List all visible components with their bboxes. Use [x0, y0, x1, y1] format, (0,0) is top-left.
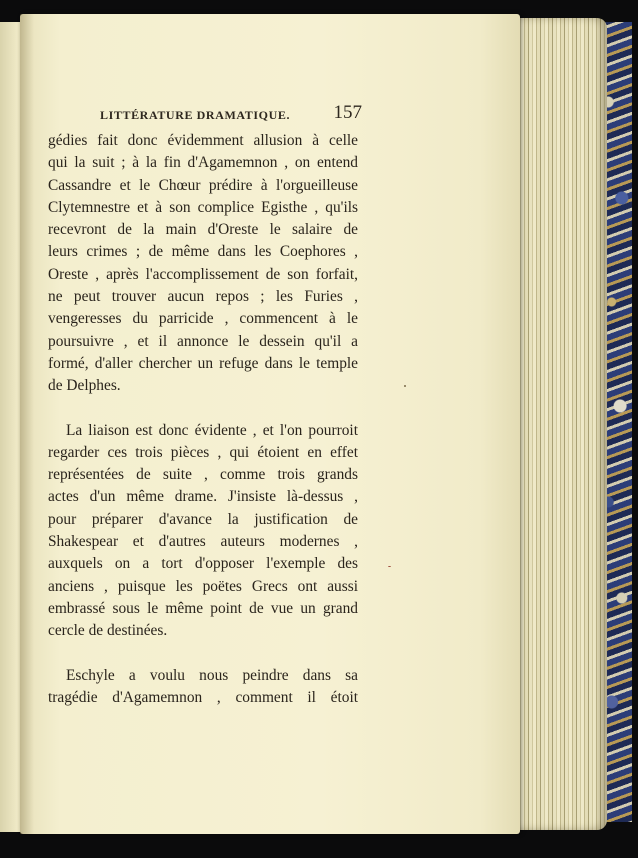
page-number: 157 — [333, 102, 362, 123]
text-line: cercle de destinées. — [48, 622, 168, 640]
page-block-edges — [505, 18, 607, 830]
text-line: de Delphes. — [48, 377, 121, 395]
page-text — [48, 100, 362, 709]
text-line: regarder ces trois pièces , qui étoient en effet — [48, 443, 358, 461]
text-line: Oreste , après l'accomplissement de son forfait, — [48, 265, 358, 283]
text-line: poursuivre , et il annonce le dessein qu'il a — [48, 332, 358, 350]
text-line: pour préparer d'avance la justification de — [48, 510, 358, 528]
text-line: représentées de suite , comme trois grands — [48, 466, 358, 484]
text-line: gédies fait donc évidemment allusion à celle — [48, 132, 358, 149]
paragraph-1 — [48, 130, 358, 398]
running-title: LITTÉRATURE DRAMATIQUE. — [100, 108, 291, 122]
text-line: Cassandre et le Chœur prédire à l'orgueilleuse — [48, 176, 358, 194]
text-line: leurs crimes ; de même dans les Coephores , — [48, 243, 358, 261]
paragraph-gap — [48, 398, 358, 420]
text-line: qui la suit ; à la fin d'Agamemnon , on entend — [48, 154, 358, 172]
text-line: recevront de la main d'Oreste le salaire de — [48, 221, 358, 239]
paragraph-3 — [48, 665, 358, 710]
text-line: Clytemnestre et à son complice Egisthe , qu'ils — [48, 198, 358, 216]
text-line: La liaison est donc évidente , et l'on pourroit — [66, 421, 358, 439]
text-line: Eschyle a voulu nous peindre dans sa — [66, 666, 358, 684]
paper-speck — [404, 385, 406, 387]
text-line: vengeresses du parricide , commencent à le — [48, 310, 358, 328]
paragraph-2 — [48, 420, 358, 643]
text-line: auxquels on a tort d'opposer l'exemple des — [48, 555, 358, 573]
text-line: ne peut trouver aucun repos ; les Furies , — [48, 288, 358, 306]
text-line: formé, d'aller chercher un refuge dans le temple — [48, 354, 358, 372]
text-line: tragédie d'Agamemnon , comment il étoit — [48, 688, 358, 706]
text-line: actes d'un même drame. J'insiste là-dessus , — [48, 488, 358, 506]
paragraph-gap — [48, 643, 358, 665]
text-line: Shakespear et d'autres auteurs modernes , — [48, 533, 358, 551]
running-head — [48, 100, 362, 130]
text-line: embrassé sous le même point de vue un grand — [48, 599, 358, 617]
text-line: anciens , puisque les poëtes Grecs ont aussi — [48, 577, 358, 595]
page-gutter-shadow — [20, 14, 34, 834]
paper-speck — [388, 566, 391, 567]
